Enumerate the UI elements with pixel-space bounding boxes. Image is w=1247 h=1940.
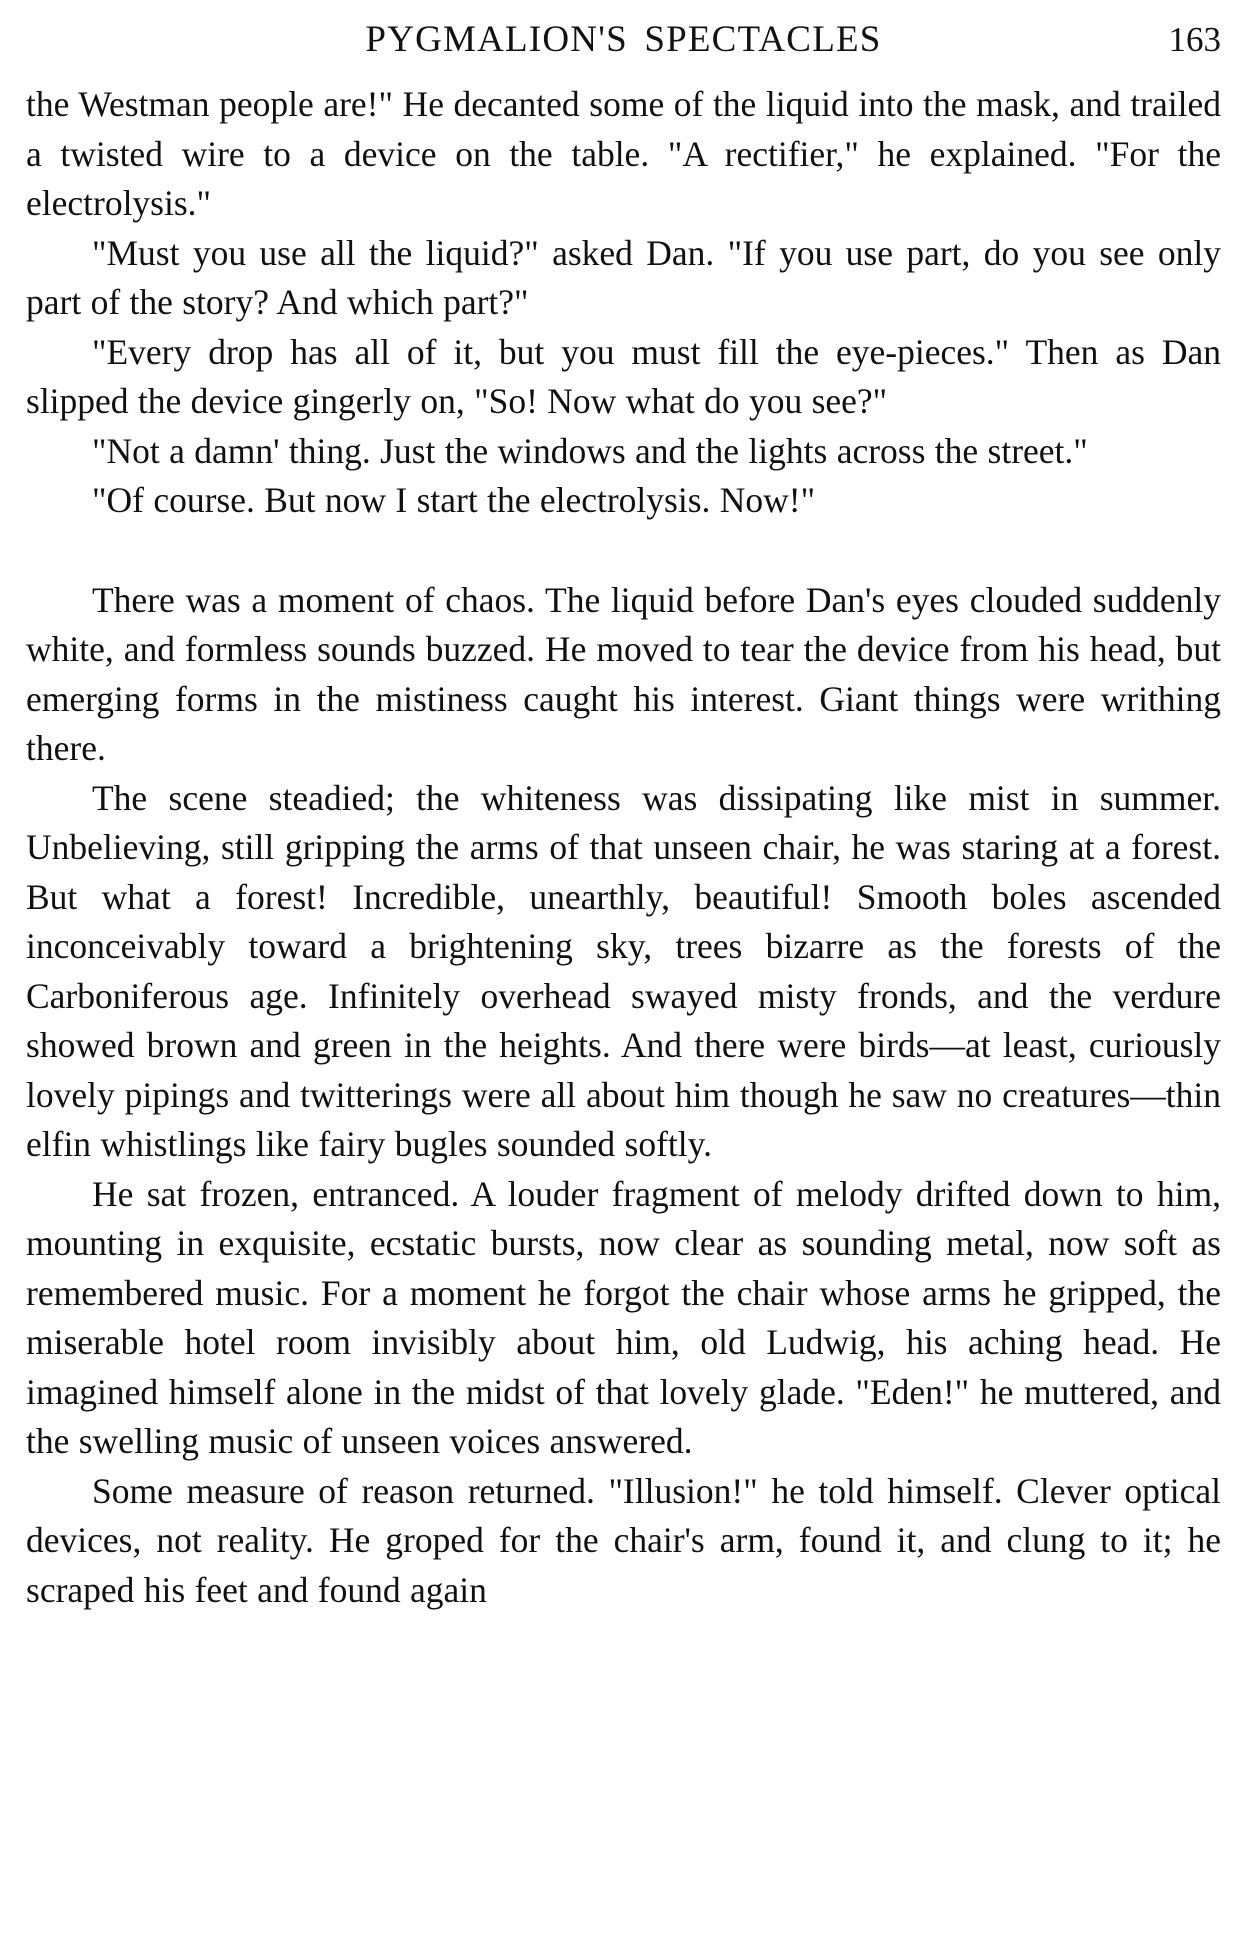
running-head: [26, 18, 1221, 80]
paragraph-9: Some measure of reason returned. "Illusion!" he told himself. Clever optical devices, not reality. He groped for the chair's arm, found it, and clung to it; he scraped his feet and found again: [26, 1470, 1221, 1610]
paragraph-1: the Westman people are!" He decanted some of the liquid into the mask, and trailed a twisted wire to a device on the table. "A rectifier," he explained. "For the electrolysis.": [26, 84, 1221, 223]
paragraph-3: "Every drop has all of it, but you must fill the eye-pieces." Then as Dan slipped the device gingerly on, "So! Now what do you see?": [26, 331, 1221, 421]
paragraph-break-spacer: [26, 526, 1221, 576]
body-text-column: [26, 80, 1221, 1615]
page-title: PYGMALION'S SPECTACLES: [365, 19, 882, 60]
paragraph-7: The scene steadied; the whiteness was dissipating like mist in summer. Unbelieving, still gripping the arms of that unseen chair, he was staring at a forest. But what a forest! Incredible, unearthly, beautiful! Smooth boles ascended inconceivably toward a brightening sky, trees bizarre as the forests of the Carboniferous age. Infinitely overhead swayed misty fronds, and the verdure showed brown and green in the heights. And there were birds—at least, curiously lovely pipings and twitterings were all about him though he saw no creatures—thin elfin whistlings like fairy bugles sounded softly.: [26, 777, 1221, 1164]
paragraph-8: He sat frozen, entranced. A louder fragment of melody drifted down to him, mounting in exquisite, ecstatic bursts, now clear as sounding metal, now soft as remembered music. For a moment he forgot the chair whose arms he gripped, the miserable hotel room invisibly about him, old Ludwig, his aching head. He imagined himself alone in the midst of that lovely glade. "Eden!" he muttered, and the swelling music of unseen voices answered.: [26, 1173, 1221, 1461]
paragraph-6: There was a moment of chaos. The liquid before Dan's eyes clouded suddenly white, and formless sounds buzzed. He moved to tear the device from his head, but emerging forms in the mistiness caught his interest. Giant things were writhing there.: [26, 579, 1221, 768]
paragraph-5: "Of course. But now I start the electrolysis. Now!": [92, 480, 816, 520]
paragraph-4: "Not a damn' thing. Just the windows and the lights across the street.": [92, 430, 1088, 471]
book-page: [0, 18, 1247, 1940]
page-number: 163: [1168, 20, 1221, 59]
paragraph-2: "Must you use all the liquid?" asked Dan. "If you use part, do you see only part of the story? And which part?": [26, 232, 1221, 322]
